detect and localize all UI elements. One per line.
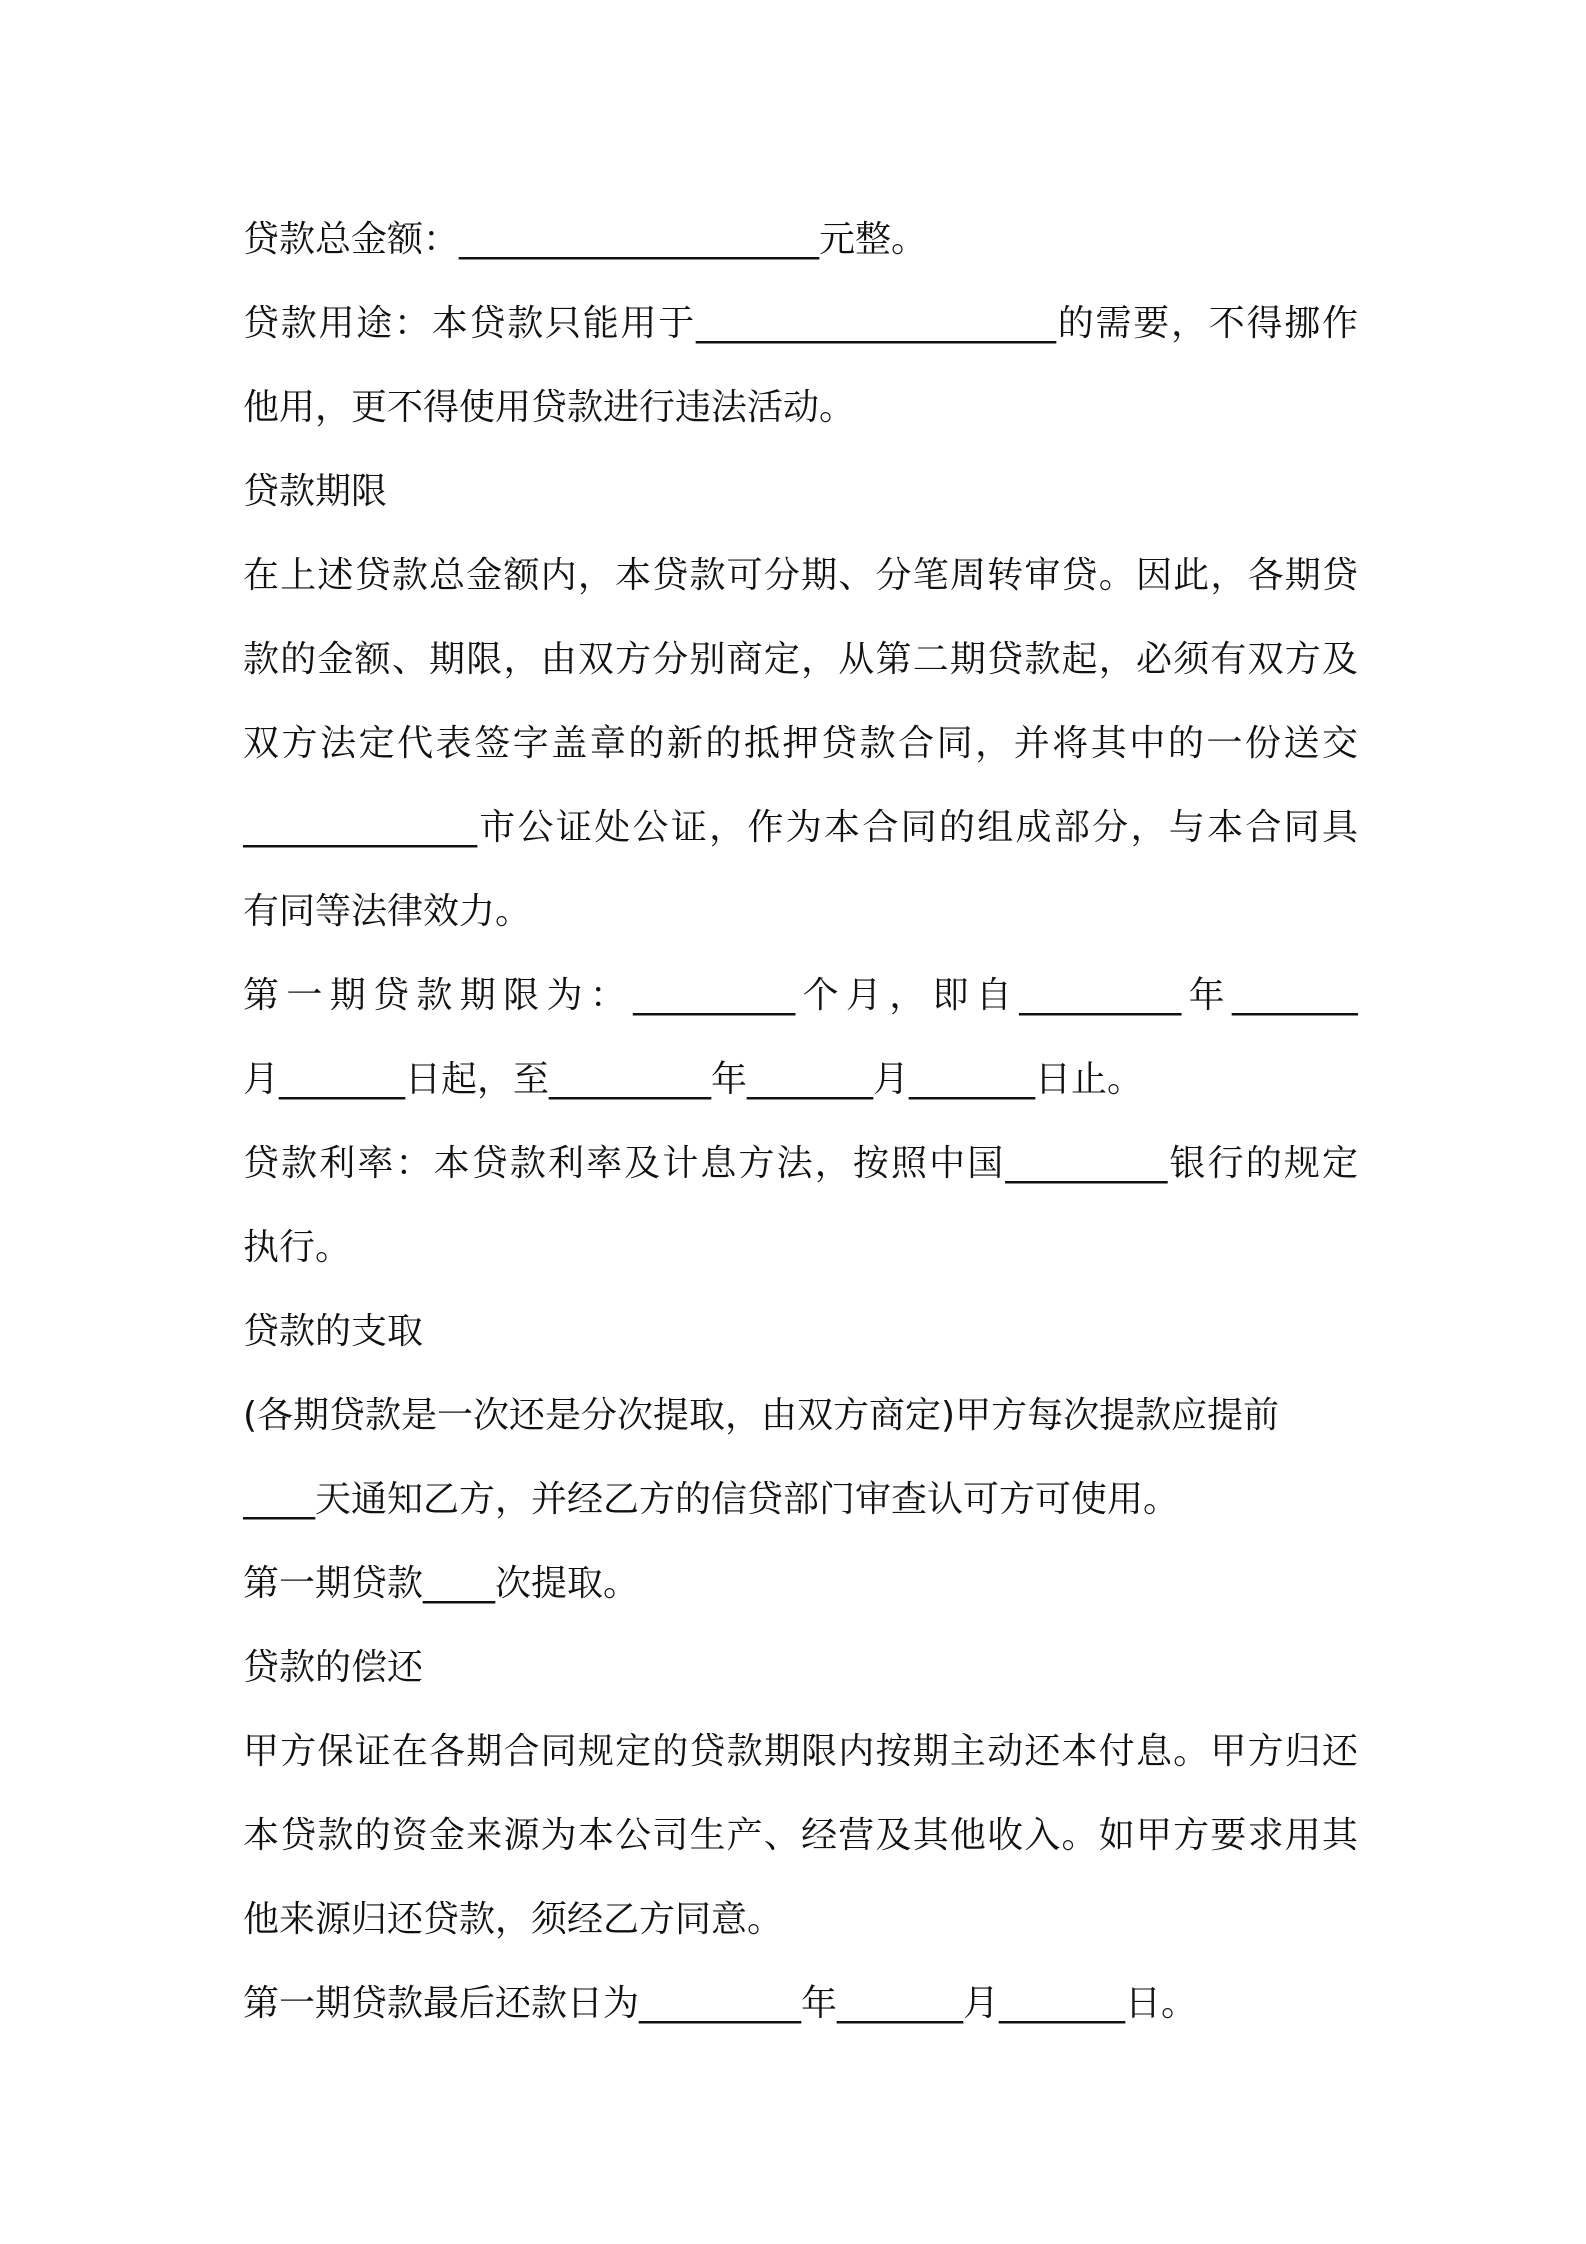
line-loan-purpose: 贷款用途：本贷款只能用于____________________的需要，不得挪作 [243, 303, 1358, 344]
line-loan-purpose-cont: 他用，更不得使用贷款进行违法活动。 [243, 387, 856, 428]
heading-loan-repayment: 贷款的偿还 [243, 1647, 424, 1688]
line-interest-rate: 贷款利率：本贷款利率及计息方法，按照中国_________银行的规定 [243, 1143, 1358, 1184]
line-final-repayment-date: 第一期贷款最后还款日为_________年_______月_______日。 [243, 1983, 1198, 2024]
line-withdrawal-paragraph-2: ____天通知乙方，并经乙方的信贷部门审查认可方可使用。 [243, 1479, 1180, 1520]
line-term-paragraph-1: 在上述贷款总金额内，本贷款可分期、分笔周转审贷。因此，各期贷 [243, 555, 1358, 596]
line-repayment-paragraph-1: 甲方保证在各期合同规定的贷款期限内按期主动还本付息。甲方归还 [243, 1731, 1358, 1772]
line-first-withdrawal: 第一期贷款____次提取。 [243, 1563, 640, 1604]
line-withdrawal-paragraph-1: (各期贷款是一次还是分次提取，由双方商定)甲方每次提款应提前 [243, 1395, 1280, 1436]
line-term-paragraph-3: 双方法定代表签字盖章的新的抵押贷款合同，并将其中的一份送交 [243, 723, 1358, 764]
line-repayment-paragraph-2: 本贷款的资金来源为本公司生产、经营及其他收入。如甲方要求用其 [243, 1815, 1358, 1856]
line-term-paragraph-4: _____________市公证处公证，作为本合同的组成部分，与本合同具 [243, 807, 1358, 848]
document-body [243, 198, 1358, 2046]
heading-loan-term: 贷款期限 [243, 471, 388, 512]
line-first-period-term: 第一期贷款期限为：_________个月，即自_________年_______ [243, 975, 1358, 1016]
line-repayment-paragraph-3: 他来源归还贷款，须经乙方同意。 [243, 1899, 784, 1940]
line-total-amount: 贷款总金额：____________________元整。 [243, 219, 928, 260]
line-term-paragraph-5: 有同等法律效力。 [243, 891, 532, 932]
heading-loan-withdrawal: 贷款的支取 [243, 1311, 424, 1352]
line-interest-rate-cont: 执行。 [243, 1227, 352, 1268]
line-first-period-term-cont: 月_______日起，至_________年_______月_______日止。 [243, 1059, 1144, 1100]
line-term-paragraph-2: 款的金额、期限，由双方分别商定，从第二期贷款起，必须有双方及 [243, 639, 1358, 680]
